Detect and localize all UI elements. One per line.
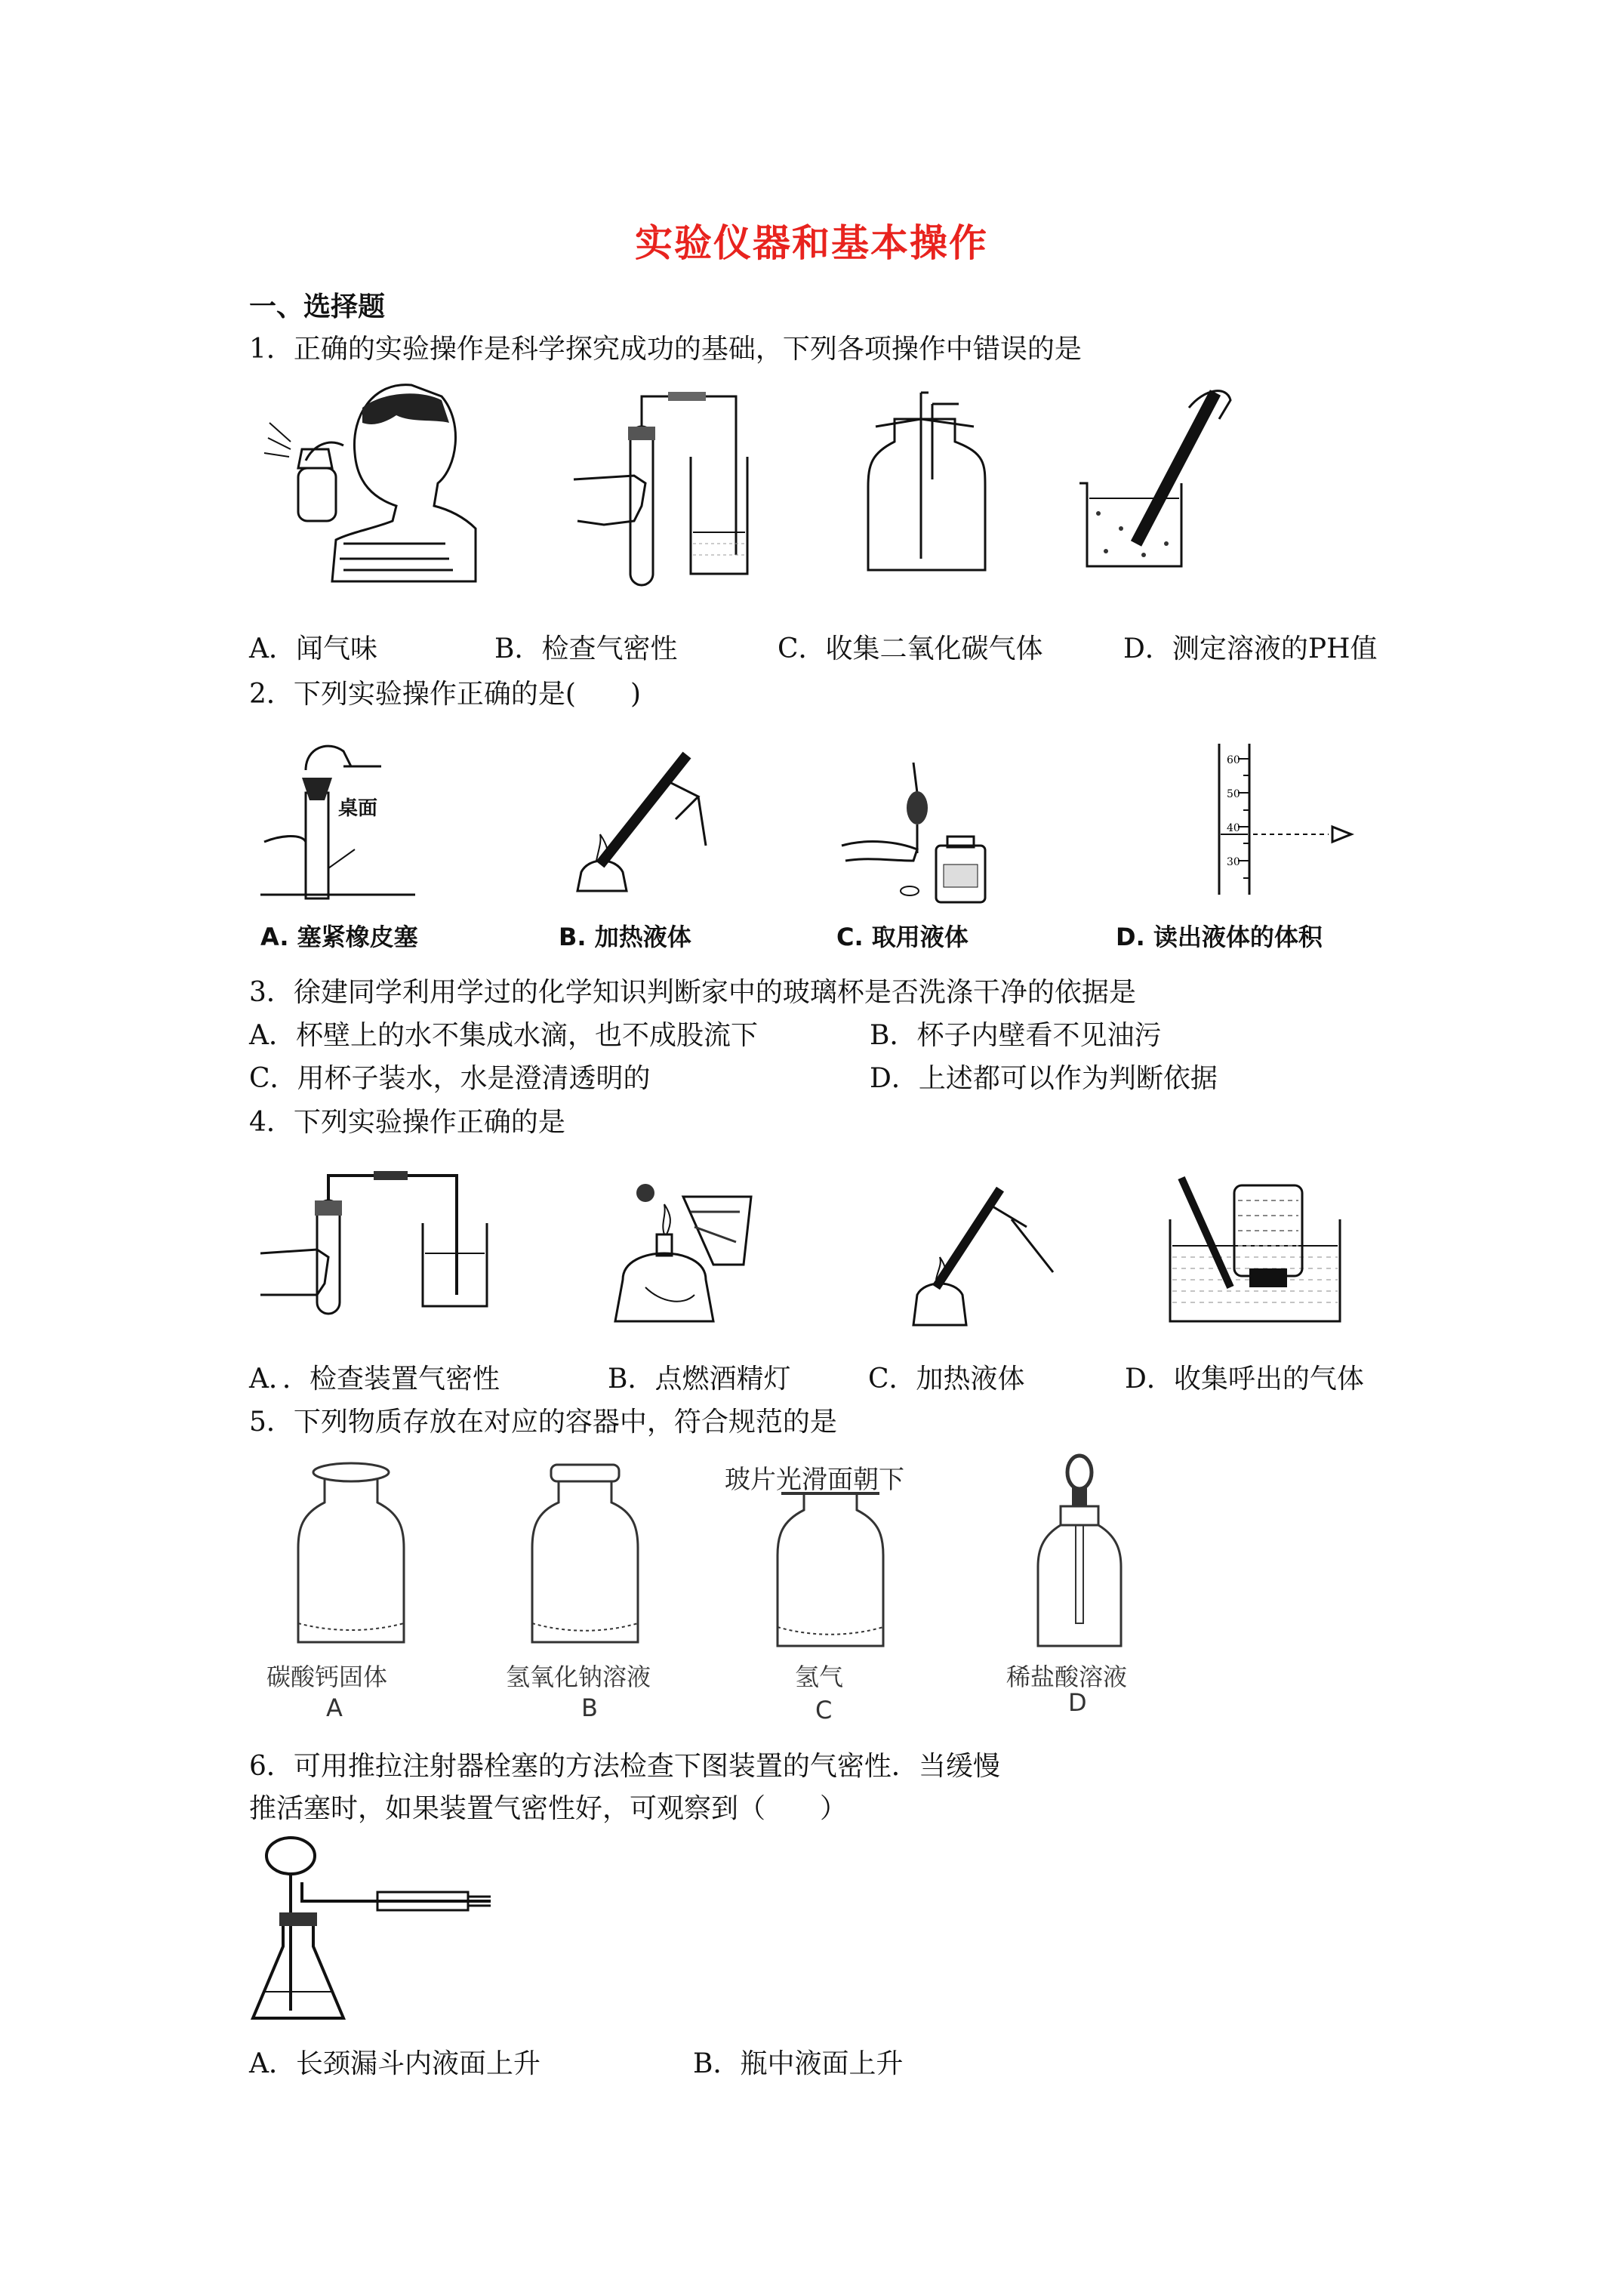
q5-caption-b: 氢氧化钠溶液	[506, 1663, 651, 1691]
question-5-stem: 5．下列物质存放在对应的容器中，符合规范的是	[249, 1407, 837, 1438]
question-6-stem-line-1: 6．可用推拉注射器栓塞的方法检查下图装置的气密性．当缓慢	[249, 1751, 1000, 1782]
q4-option-b: B．点燃酒精灯	[608, 1364, 791, 1395]
q2-cylinder-tick-30: 30	[1227, 856, 1240, 868]
q5-caption-c: 氢气	[795, 1663, 844, 1691]
q4-figure-c-heat	[898, 1174, 1079, 1333]
q2-caption-d: D. 读出液体的体积	[1116, 923, 1323, 951]
q5-figure-c-bottle	[774, 1487, 887, 1653]
question-2-stem: 2．下列实验操作正确的是( )	[249, 679, 641, 710]
q5-figure-b-bottle	[528, 1461, 642, 1653]
q3-option-c: C．用杯子装水，水是澄清透明的	[249, 1063, 651, 1094]
question-6-stem-line-2: 推活塞时，如果装置气密性好，可观察到（ ）	[249, 1793, 848, 1824]
q5-letter-d: D	[1068, 1688, 1087, 1717]
section-heading: 一、选择题	[249, 291, 386, 322]
q1-option-d: D．测定溶液的PH值	[1123, 633, 1378, 664]
q6-option-a: A．长颈漏斗内液面上升	[249, 2048, 540, 2079]
q1-figure-a-smell	[260, 378, 479, 589]
q2-caption-b: B. 加热液体	[559, 923, 691, 951]
q3-option-d: D．上述都可以作为判断依据	[870, 1063, 1218, 1094]
q5-letter-c: C	[815, 1696, 833, 1724]
question-3-stem: 3．徐建同学利用学过的化学知识判断家中的玻璃杯是否洗涤干净的依据是	[249, 977, 1136, 1008]
q2-cylinder-tick-50: 50	[1227, 788, 1240, 800]
q4-figure-d-collect	[1166, 1174, 1347, 1325]
q4-option-c: C．加热液体	[868, 1364, 1025, 1395]
q2-label-table: 桌面	[338, 797, 378, 820]
q2-figure-c-dropper	[838, 755, 996, 906]
q2-cylinder-tick-40: 40	[1227, 822, 1240, 834]
q1-option-c: C．收集二氧化碳气体	[778, 633, 1043, 664]
q2-figure-b-heat	[555, 736, 713, 902]
q2-cylinder-tick-60: 60	[1227, 754, 1240, 766]
q2-caption-a: A. 塞紧橡皮塞	[260, 923, 418, 951]
q4-option-d: D．收集呼出的气体	[1125, 1364, 1364, 1395]
q5-letter-a: A	[326, 1693, 343, 1722]
q4-figure-b-lamp	[600, 1182, 766, 1333]
q5-letter-b: B	[581, 1693, 598, 1722]
q1-option-b: B．检查气密性	[494, 633, 678, 664]
q5-figure-a-bottle	[294, 1457, 408, 1653]
q4-option-a: A．．检查装置气密性	[249, 1364, 500, 1395]
q3-option-b: B．杯子内壁看不见油污	[870, 1020, 1162, 1051]
q5-note: 玻片光滑面朝下	[725, 1465, 904, 1495]
q2-figure-d-cylinder	[1196, 729, 1363, 902]
q1-figure-d-ph	[1076, 378, 1234, 574]
q4-figure-a-airtight	[260, 1166, 502, 1318]
q2-caption-c: C. 取用液体	[836, 923, 969, 951]
q1-figure-c-collect-co2	[861, 389, 989, 578]
page-title: 实验仪器和基本操作	[635, 221, 988, 265]
q5-caption-d: 稀盐酸溶液	[1006, 1663, 1128, 1691]
q1-figure-b-airtight	[559, 381, 755, 593]
q6-option-b: B．瓶中液面上升	[693, 2048, 904, 2079]
q1-option-a: A．闻气味	[249, 633, 377, 664]
q5-caption-a: 碳酸钙固体	[266, 1663, 388, 1691]
question-4-stem: 4．下列实验操作正确的是	[249, 1107, 565, 1138]
q3-option-a: A．杯壁上的水不集成水滴，也不成股流下	[249, 1020, 758, 1051]
question-1-stem: 1．正确的实验操作是科学探究成功的基础，下列各项操作中错误的是	[249, 334, 1082, 365]
q6-figure-apparatus	[249, 1833, 498, 2029]
q5-figure-d-dropper-bottle	[1034, 1453, 1125, 1653]
